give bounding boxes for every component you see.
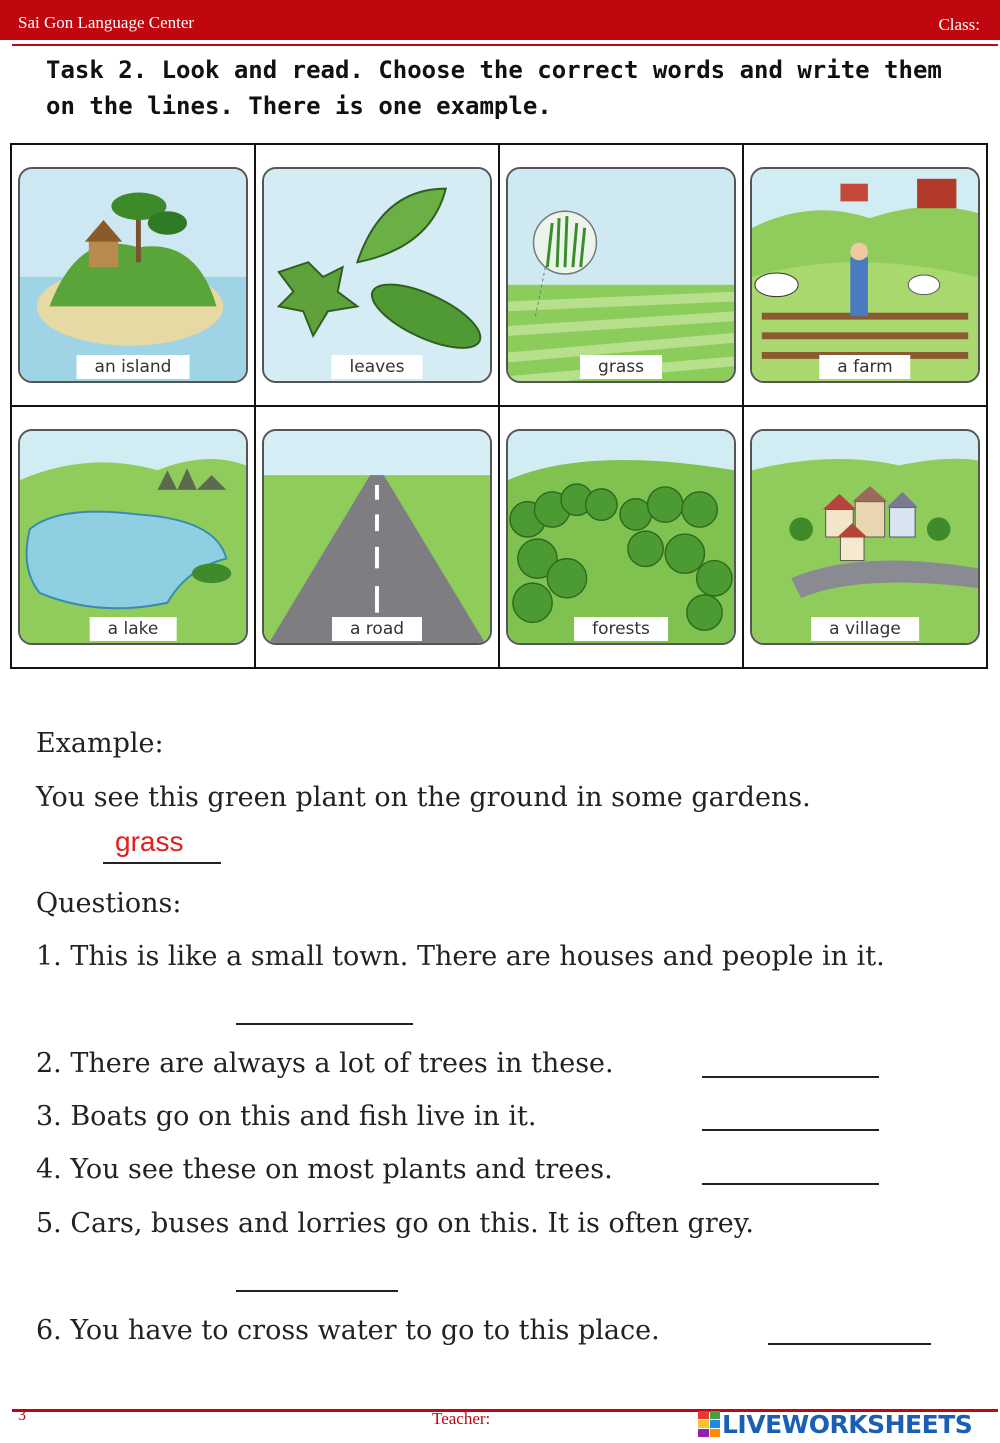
question-6: 6. You have to cross water to go to this place. (36, 1315, 660, 1346)
task-instruction: Task 2. Look and read. Choose the correct words and write them on the lines. There is one example. (46, 56, 942, 120)
answer-line-5[interactable] (236, 1290, 398, 1292)
teacher-label: Teacher: (432, 1409, 491, 1428)
picture-cell-grass (499, 144, 743, 406)
center-name: Sai Gon Language Center (18, 13, 195, 32)
island-picture (18, 167, 248, 383)
picture-label: leaves (332, 355, 423, 379)
header-bar (0, 0, 1000, 40)
picture-cell-leaves (255, 144, 499, 406)
question-1: 1. This is like a small town. There are houses and people in it. (36, 941, 885, 972)
picture-cell-lake (11, 406, 255, 668)
picture-cell-farm (743, 144, 987, 406)
question-3: 3. Boats go on this and fish live in it. (36, 1101, 537, 1132)
header-divider (12, 44, 998, 46)
grass-picture (506, 167, 736, 383)
question-2: 2. There are always a lot of trees in these. (36, 1048, 614, 1079)
picture-cell-forests (499, 406, 743, 668)
answer-line-1[interactable] (236, 1023, 413, 1025)
lake-picture (18, 429, 248, 645)
logo-text: LIVEWORKSHEETS (722, 1409, 973, 1439)
leaves-picture (262, 167, 492, 383)
picture-cell-island (11, 144, 255, 406)
logo-blocks-icon (698, 1411, 720, 1437)
example-heading: Example: (36, 728, 164, 759)
picture-label: a farm (819, 355, 910, 379)
picture-label: a village (811, 617, 919, 641)
example-answer: grass (115, 826, 184, 857)
page-number: 3 (18, 1407, 26, 1424)
liveworksheets-logo[interactable] (698, 1408, 972, 1440)
question-5: 5. Cars, buses and lorries go on this. It is often grey. (36, 1208, 754, 1239)
village-picture (750, 429, 980, 645)
picture-label: forests (574, 617, 668, 641)
answer-line-2[interactable] (702, 1076, 879, 1078)
road-picture (262, 429, 492, 645)
picture-label: a road (332, 617, 422, 641)
example-answer-line (103, 862, 221, 864)
answer-line-4[interactable] (702, 1183, 879, 1185)
picture-cell-village (743, 406, 987, 668)
farm-picture (750, 167, 980, 383)
answer-line-3[interactable] (702, 1129, 879, 1131)
picture-label: grass (580, 355, 662, 379)
question-4: 4. You see these on most plants and trees. (36, 1154, 613, 1185)
picture-label: a lake (90, 617, 177, 641)
picture-grid (10, 143, 988, 669)
picture-cell-road (255, 406, 499, 668)
answer-line-6[interactable] (768, 1343, 931, 1345)
forests-picture (506, 429, 736, 645)
class-label: Class: (938, 15, 980, 34)
picture-label: an island (77, 355, 190, 379)
example-sentence: You see this green plant on the ground in some gardens. (36, 782, 811, 813)
questions-heading: Questions: (36, 888, 182, 919)
